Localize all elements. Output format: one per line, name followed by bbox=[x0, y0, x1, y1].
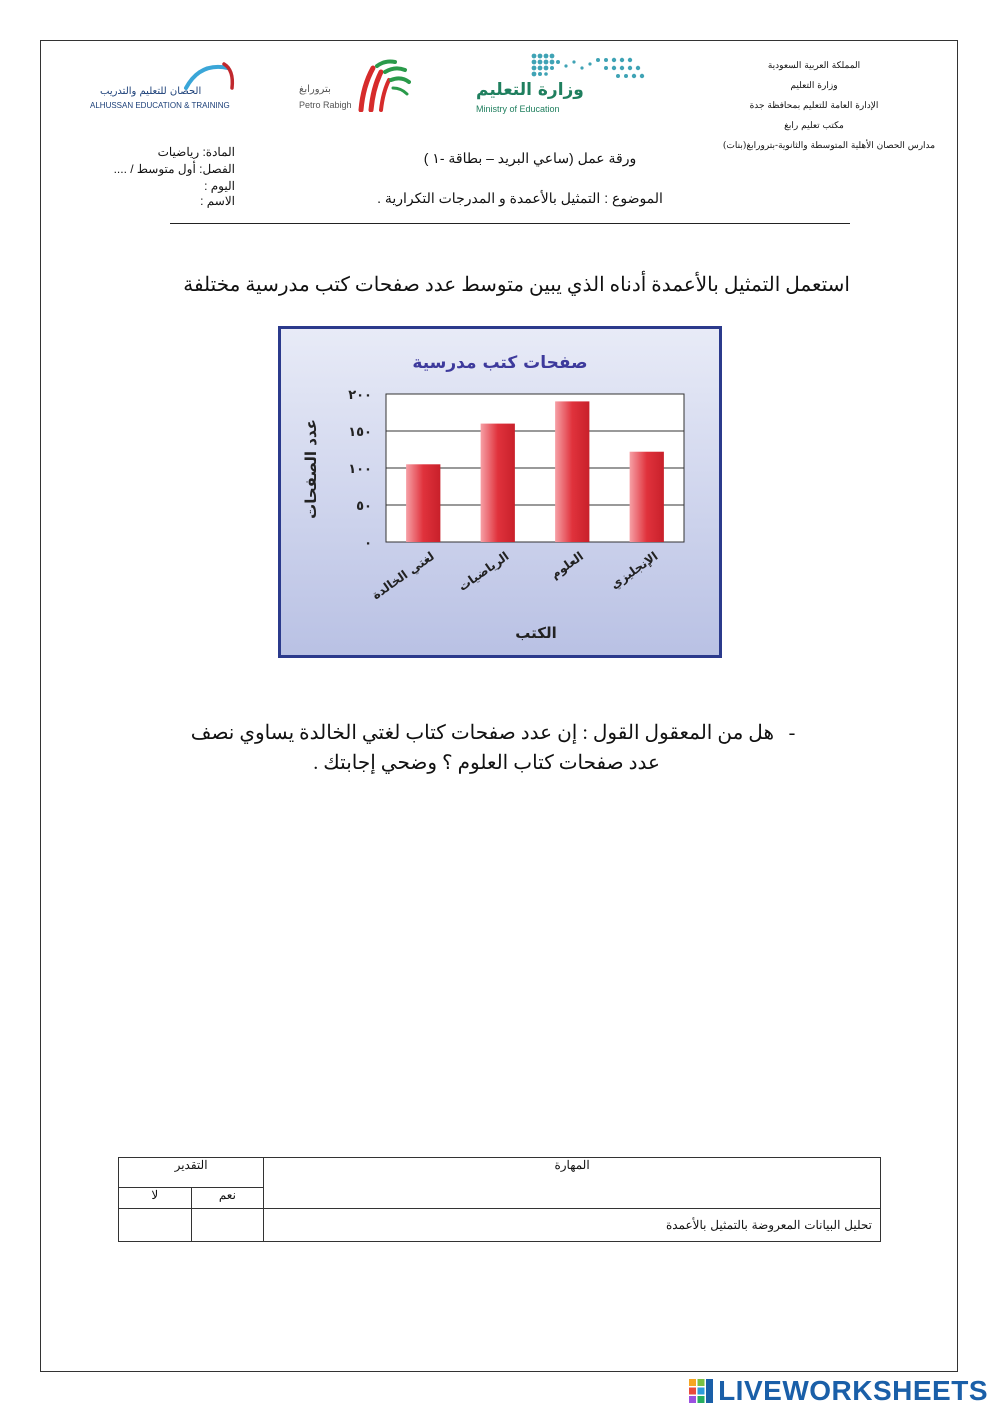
subject-label: المادة: رياضيات bbox=[157, 145, 235, 159]
header-divider bbox=[170, 223, 850, 224]
name-label: الاسم : bbox=[200, 194, 235, 208]
skill-text: تحليل البيانات المعروضة بالتمثيل بالأعمدة bbox=[264, 1209, 881, 1242]
alhussan-logo-english: ALHUSSAN EDUCATION & TRAINING bbox=[90, 101, 230, 110]
moe-logo-dots-icon bbox=[530, 52, 650, 80]
question-text-1: هل من المعقول القول : إن عدد صفحات كتاب لغتي الخالدة يساوي نصف bbox=[190, 722, 774, 744]
x-tick-label: الرياضيات bbox=[455, 548, 512, 594]
rating-header: التقدير bbox=[119, 1158, 264, 1188]
bar-chart bbox=[278, 326, 722, 658]
moe-logo-arabic: وزارة التعليم bbox=[476, 80, 584, 100]
instruction-text: استعمل التمثيل بالأعمدة أدناه الذي يبين متوسط عدد صفحات كتب مدرسية مختلفة bbox=[183, 274, 850, 296]
skills-table bbox=[118, 1157, 881, 1242]
moe-logo-english: Ministry of Education bbox=[476, 104, 560, 114]
class-label: الفصل: أول متوسط / .... bbox=[113, 162, 235, 176]
yes-cell[interactable] bbox=[191, 1209, 264, 1242]
x-tick-label: العلوم bbox=[547, 548, 586, 582]
worksheet-topic: الموضوع : التمثيل بالأعمدة و المدرجات التكرارية . bbox=[377, 190, 663, 206]
petro-rabigh-logo-icon bbox=[355, 58, 411, 112]
ministry-header-lines bbox=[694, 56, 934, 156]
chart-xlabel: الكتب bbox=[515, 624, 557, 642]
bar bbox=[481, 424, 515, 542]
day-label: اليوم : bbox=[204, 179, 235, 193]
chart-ylabel: عدد الصفحات bbox=[302, 419, 320, 519]
student-info bbox=[70, 144, 235, 207]
worksheet-title: ورقة عمل (ساعي البريد – بطاقة -١ ) bbox=[423, 150, 637, 166]
petro-logo-arabic: بترورابغ bbox=[299, 84, 331, 95]
alhussan-logo-arabic: الحصان للتعليم والتدريب bbox=[100, 86, 202, 97]
liveworksheets-brand: LIVEWORKSHEETS bbox=[718, 1375, 988, 1406]
x-tick-label: لغتي الخالدة bbox=[369, 548, 437, 603]
x-tick-label: الإنجليزي bbox=[607, 548, 661, 592]
liveworksheets-logo bbox=[688, 1376, 988, 1406]
bar bbox=[555, 401, 589, 542]
ministry-line: الإدارة العامة للتعليم بمحافظة جدة bbox=[749, 101, 879, 111]
no-cell[interactable] bbox=[119, 1209, 192, 1242]
bar bbox=[406, 464, 440, 542]
no-header: لا bbox=[119, 1187, 192, 1208]
y-tick-label: ٢٠٠ bbox=[348, 388, 372, 403]
skill-header: المهارة bbox=[264, 1158, 881, 1209]
question-block bbox=[140, 718, 810, 778]
ministry-line: وزارة التعليم bbox=[790, 81, 838, 91]
question-line-1 bbox=[140, 718, 810, 748]
y-tick-label: ٥٠ bbox=[356, 499, 372, 514]
chart-title: صفحات كتب مدرسية bbox=[412, 353, 588, 373]
bar bbox=[630, 452, 664, 542]
liveworksheets-icon bbox=[688, 1378, 714, 1404]
yes-header: نعم bbox=[191, 1187, 264, 1208]
y-tick-label: ٠ bbox=[364, 536, 372, 551]
ministry-line: المملكة العربية السعودية bbox=[767, 61, 861, 71]
question-dash: - bbox=[788, 722, 796, 744]
ministry-line: مكتب تعليم رابغ bbox=[784, 121, 844, 131]
question-line-2: عدد صفحات كتاب العلوم ؟ وضحي إجابتك . bbox=[313, 752, 660, 774]
y-tick-label: ١٥٠ bbox=[348, 425, 372, 440]
petro-logo-english: Petro Rabigh bbox=[299, 100, 352, 110]
y-tick-label: ١٠٠ bbox=[348, 462, 372, 477]
ministry-line: مدارس الحصان الأهلية المتوسطة والثانوية-بترورابغ(بنات) bbox=[722, 141, 936, 151]
